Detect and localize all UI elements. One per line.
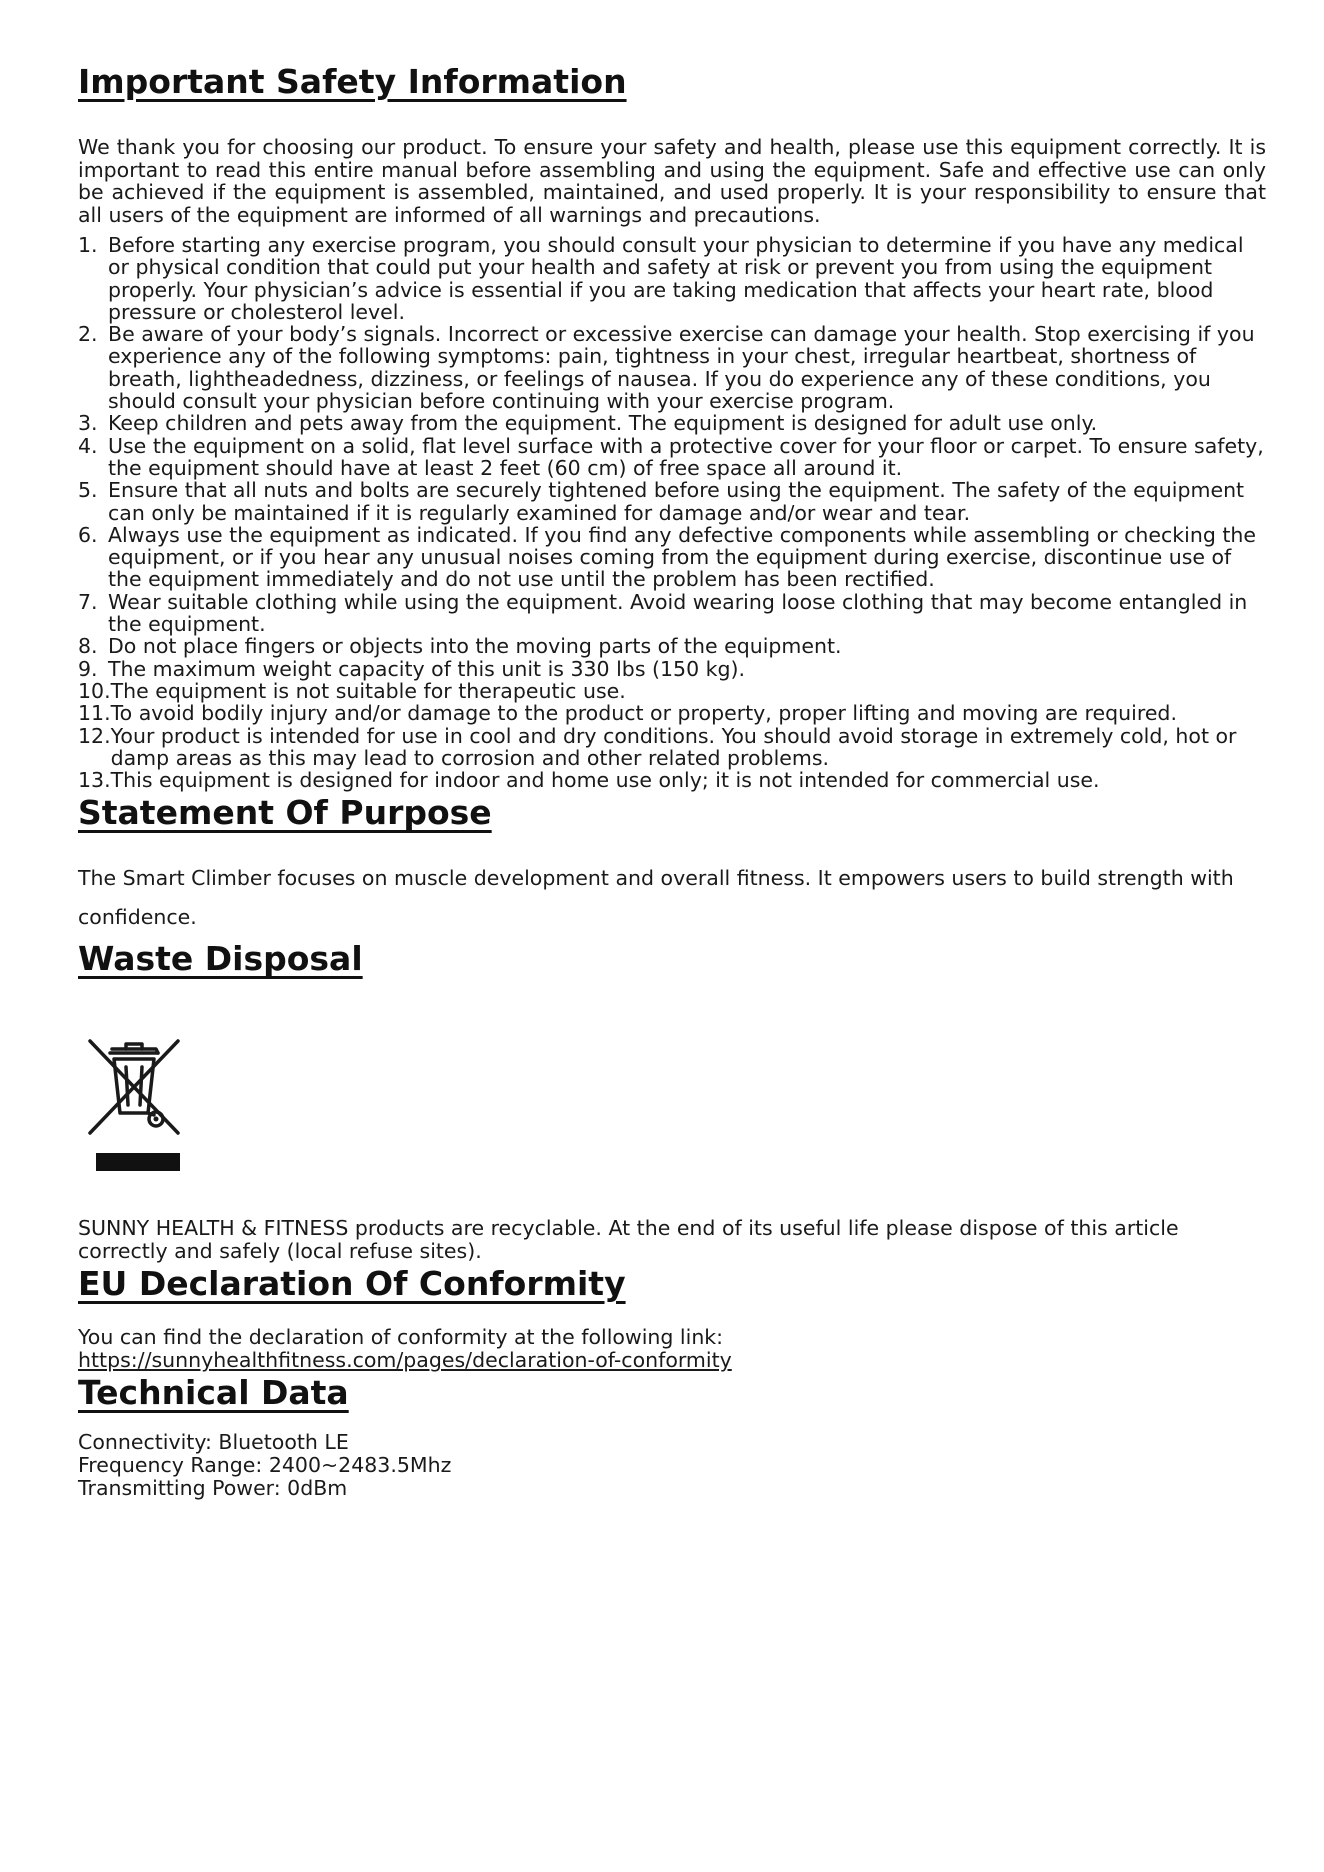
list-item-text: The equipment is not suitable for therapeutic use. <box>110 678 626 703</box>
list-item-text: Always use the equipment as indicated. If you find any defective components while assembling or checking the equipment, or if you hear any unusual noises coming from the equipment during exercise, discontinue use of the equipment immediately and do not use until the problem has been rectified. <box>108 522 1257 592</box>
list-item-number: 6. <box>78 522 98 547</box>
list-item-text: Ensure that all nuts and bolts are securely tightened before using the equipment. The safety of the equipment can only be maintained if it is regularly examined for damage and/or wear and tear. <box>108 478 1245 525</box>
list-item-text: Wear suitable clothing while using the equipment. Avoid wearing loose clothing that may become entangled in the equipment. <box>108 589 1248 637</box>
waste-heading: Waste Disposal <box>78 939 363 979</box>
list-item <box>78 658 1266 680</box>
list-item <box>78 635 1266 657</box>
list-item <box>78 769 1266 791</box>
list-item-text: To avoid bodily injury and/or damage to the product or property, proper lifting and moving are required. <box>110 701 1177 726</box>
list-item <box>78 725 1266 770</box>
list-item <box>78 412 1266 434</box>
tech-line-connectivity: Connectivity: Bluetooth LE <box>78 1430 349 1455</box>
waste-text: SUNNY HEALTH & FITNESS products are recyclable. At the end of its useful life please dispose of this article correctly and safely (local refuse sites). <box>78 1216 1179 1263</box>
list-item <box>78 680 1266 702</box>
list-item <box>78 435 1266 480</box>
list-item <box>78 234 1266 323</box>
list-item-text: This equipment is designed for indoor and home use only; it is not intended for commercial use. <box>110 768 1100 793</box>
list-item-number: 9. <box>78 656 98 681</box>
list-item-number: 11. <box>78 701 111 726</box>
list-item-number: 2. <box>78 322 98 347</box>
list-item-text: Keep children and pets away from the equipment. The equipment is designed for adult use only. <box>108 411 1098 436</box>
list-item-number: 12. <box>78 723 111 748</box>
safety-list <box>78 234 1266 791</box>
list-item <box>78 702 1266 724</box>
eu-text: You can find the declaration of conformity at the following link: <box>78 1325 724 1350</box>
list-item-text: Do not place fingers or objects into the moving parts of the equipment. <box>108 634 842 659</box>
list-item-number: 5. <box>78 478 98 503</box>
eu-heading: EU Declaration Of Conformity <box>78 1264 626 1304</box>
list-item-number: 3. <box>78 411 98 436</box>
tech-line-frequency: Frequency Range: 2400~2483.5Mhz <box>78 1453 452 1478</box>
list-item-text: Use the equipment on a solid, flat level surface with a protective cover for your floor or carpet. To ensure safety, the equipment should have at least 2 feet (60 cm) of free space all around it. <box>108 433 1264 480</box>
safety-heading: Important Safety Information <box>78 62 627 101</box>
purpose-text: The Smart Climber focuses on muscle development and overall fitness. It empowers users to build strength with confidence. <box>78 866 1234 930</box>
list-item <box>78 323 1266 412</box>
list-item-number: 1. <box>78 233 98 257</box>
crossed-out-wheelie-bin-icon <box>82 1035 186 1175</box>
list-item-number: 4. <box>78 433 98 458</box>
list-item <box>78 479 1266 524</box>
list-item-number: 8. <box>78 634 98 659</box>
conformity-link[interactable]: https://sunnyhealthfitness.com/pages/declaration-of-conformity <box>78 1347 732 1372</box>
purpose-heading: Statement Of Purpose <box>78 793 492 833</box>
tech-heading: Technical Data <box>78 1373 349 1413</box>
tech-line-power: Transmitting Power: 0dBm <box>78 1476 348 1501</box>
list-item <box>78 591 1266 636</box>
list-item-text: Be aware of your body’s signals. Incorrect or excessive exercise can damage your health. Stop exercising if you experience any of the following symptoms: pain, tightness in your chest, irregular heartbeat, shortness of breath, lightheadedness, dizziness, or feelings of nausea. If you do experience any of these conditions, you should consult your physician before continuing with your exercise program. <box>108 322 1255 414</box>
list-item-number: 13. <box>78 768 111 793</box>
list-item-number: 10. <box>78 678 111 703</box>
tech-data <box>78 1431 1266 1500</box>
list-item-text: Before starting any exercise program, you should consult your physician to determine if you have any medical or physical condition that could put your health and safety at risk or prevent you from using the equipment properly. Your physician’s advice is essential if you are taking medication that affects your heart rate, blood pressure or cholesterol level. <box>108 233 1244 324</box>
list-item-text: The maximum weight capacity of this unit is 330 lbs (150 kg). <box>108 656 746 681</box>
safety-intro: We thank you for choosing our product. To ensure your safety and health, please use this equipment correctly. It is important to read this entire manual before assembling and using the equipment. Safe and effective use can only be achieved if the equipment is assembled, maintained, and used properly. It is your responsibility to ensure that all users of the equipment are informed of all warnings and precautions. <box>78 135 1266 227</box>
document-page <box>78 60 1266 1500</box>
list-item-text: Your product is intended for use in cool and dry conditions. You should avoid storage in extremely cold, hot or damp areas as this may lead to corrosion and other related problems. <box>110 723 1237 770</box>
list-item <box>78 524 1266 591</box>
list-item-number: 7. <box>78 589 98 614</box>
